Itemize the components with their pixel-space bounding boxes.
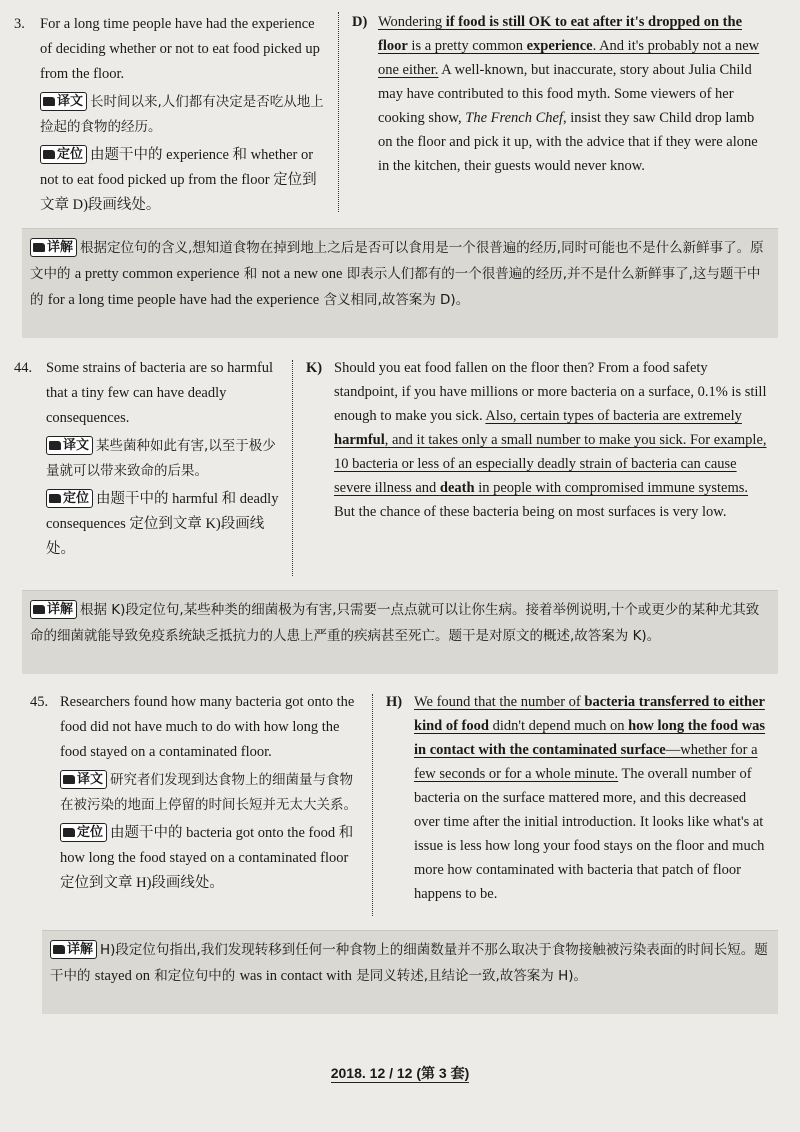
q43-number: 3.: [14, 16, 25, 32]
q45-question: Researchers found how many bacteria got onto the food did not have much to do with how long the food stayed on a contaminated floor.: [60, 694, 355, 760]
q43-detail-tag: 详解: [30, 238, 77, 257]
q43-answer-letter: D): [352, 14, 368, 30]
q43-divider: [338, 12, 339, 212]
book-icon: [49, 441, 61, 450]
page-footer: [0, 1063, 800, 1083]
q44-translation: 某些菌种如此有害,以至于极少量就可以带来致命的后果。: [46, 438, 276, 479]
q44-divider: [292, 360, 293, 576]
q44-question-block: [14, 356, 286, 562]
q45-question-block: [30, 690, 362, 896]
book-icon: [33, 243, 45, 252]
q44-detail-tag: 详解: [30, 600, 77, 619]
q43-detail: 详解 根据定位句的含义,想知道食物在掉到地上之后是否可以食用是一个很普遍的经历,同时可能也不是什么新鲜事了。原文中的 a pretty common experience 和 not a new one 即表示人们都有的一个很普遍的经历,并不是什么新鲜事了,这与题干中的 for a long time people have had the experience 含义相同,故答案为 D)。: [22, 228, 778, 338]
q45-passage-block: [386, 690, 766, 906]
q43-passage-block: [352, 10, 770, 178]
q45-passage: We found that the number of bacteria transferred to either kind of food didn't depend much on how long the food was in contact with the contaminated surface—whether for a few seconds or for a whole minute. The overall number of bacteria on the surface mattered more, and this decreased over time after the initial introduction. It looks like what's at issue is less how long your food stays on the floor and much more how contaminated with bacteria that patch of floor happens to be.: [414, 694, 766, 902]
q45-locate: 由题干中的 bacteria got onto the food 和 how long the food stayed on a contaminated floor 定位到文章 H)段画线处。: [60, 825, 354, 891]
q45-translation: 研究者们发现到达食物上的细菌量与食物在被污染的地面上停留的时间长短并无太大关系。: [60, 772, 357, 813]
book-icon: [53, 945, 65, 954]
q43-question: For a long time people have had the experience of deciding whether or not to eat food picked up from the floor.: [40, 16, 320, 82]
page-number: 2018. 12 / 12 (第 3 套): [330, 1065, 470, 1081]
q45-divider: [372, 694, 373, 916]
q43-question-block: [14, 12, 326, 218]
q45-translate-tag: 译文: [60, 770, 107, 789]
q44-passage: Should you eat food fallen on the floor then? From a food safety standpoint, if you have millions or more bacteria on a surface, 0.1% is still enough to make you sick. Also, certain types of bacteria are extremely harmful, and it takes only a small number to make you sick. For example, 10 bacteria or less of an especially deadly strain of bacteria can cause severe illness and death in people with compromised immune systems. But the chance of these bacteria being on most surfaces is very low.: [334, 360, 767, 520]
q44-answer-letter: K): [306, 360, 323, 376]
q44-locate: 由题干中的 harmful 和 deadly consequences 定位到文章 K)段画线处。: [46, 491, 279, 557]
q45-answer-letter: H): [386, 694, 403, 710]
q43-translate-tag: 译文: [40, 92, 87, 111]
book-icon: [43, 150, 55, 159]
q43-passage: Wondering if food is still OK to eat after it's dropped on the floor is a pretty common experience. And it's probably not a new one either. A well-known, but inaccurate, story about Julia Child may have contributed to this food myth. Some viewers of her cooking show, The French Chef, insist they saw Child drop lamb on the floor and pick it up, with the advice that if they were alone in the kitchen, their guests would never know.: [378, 14, 760, 174]
q45-locate-tag: 定位: [60, 823, 107, 842]
book-icon: [63, 828, 75, 837]
book-icon: [63, 775, 75, 784]
book-icon: [49, 494, 61, 503]
book-icon: [43, 97, 55, 106]
book-icon: [33, 605, 45, 614]
q45-detail: 详解 H)段定位句指出,我们发现转移到任何一种食物上的细菌数量并不那么取决于食物接触被污染表面的时间长短。题干中的 stayed on 和定位句中的 was in contact with 是同义转述,且结论一致,故答案为 H)。: [42, 930, 778, 1014]
q45-detail-tag: 详解: [50, 940, 97, 959]
q44-translate-tag: 译文: [46, 436, 93, 455]
q44-question: Some strains of bacteria are so harmful that a tiny few can have deadly consequences.: [46, 360, 274, 426]
q43-locate: 由题干中的 experience 和 whether or not to eat food picked up from the floor 定位到文章 D)段画线处。: [40, 147, 317, 213]
q44-number: 44.: [14, 360, 33, 376]
q44-locate-tag: 定位: [46, 489, 93, 508]
q44-detail: 详解 根据 K)段定位句,某些种类的细菌极为有害,只需要一点点就可以让你生病。接着举例说明,十个或更少的某种尤其致命的细菌就能导致免疫系统缺乏抵抗力的人患上严重的疾病甚至死亡。题干是对原文的概述,故答案为 K)。: [22, 590, 778, 674]
q45-number: 45.: [30, 694, 49, 710]
q43-translation: 长时间以来,人们都有决定是否吃从地上捡起的食物的经历。: [40, 94, 324, 135]
q43-locate-tag: 定位: [40, 145, 87, 164]
q44-passage-block: [306, 356, 770, 524]
